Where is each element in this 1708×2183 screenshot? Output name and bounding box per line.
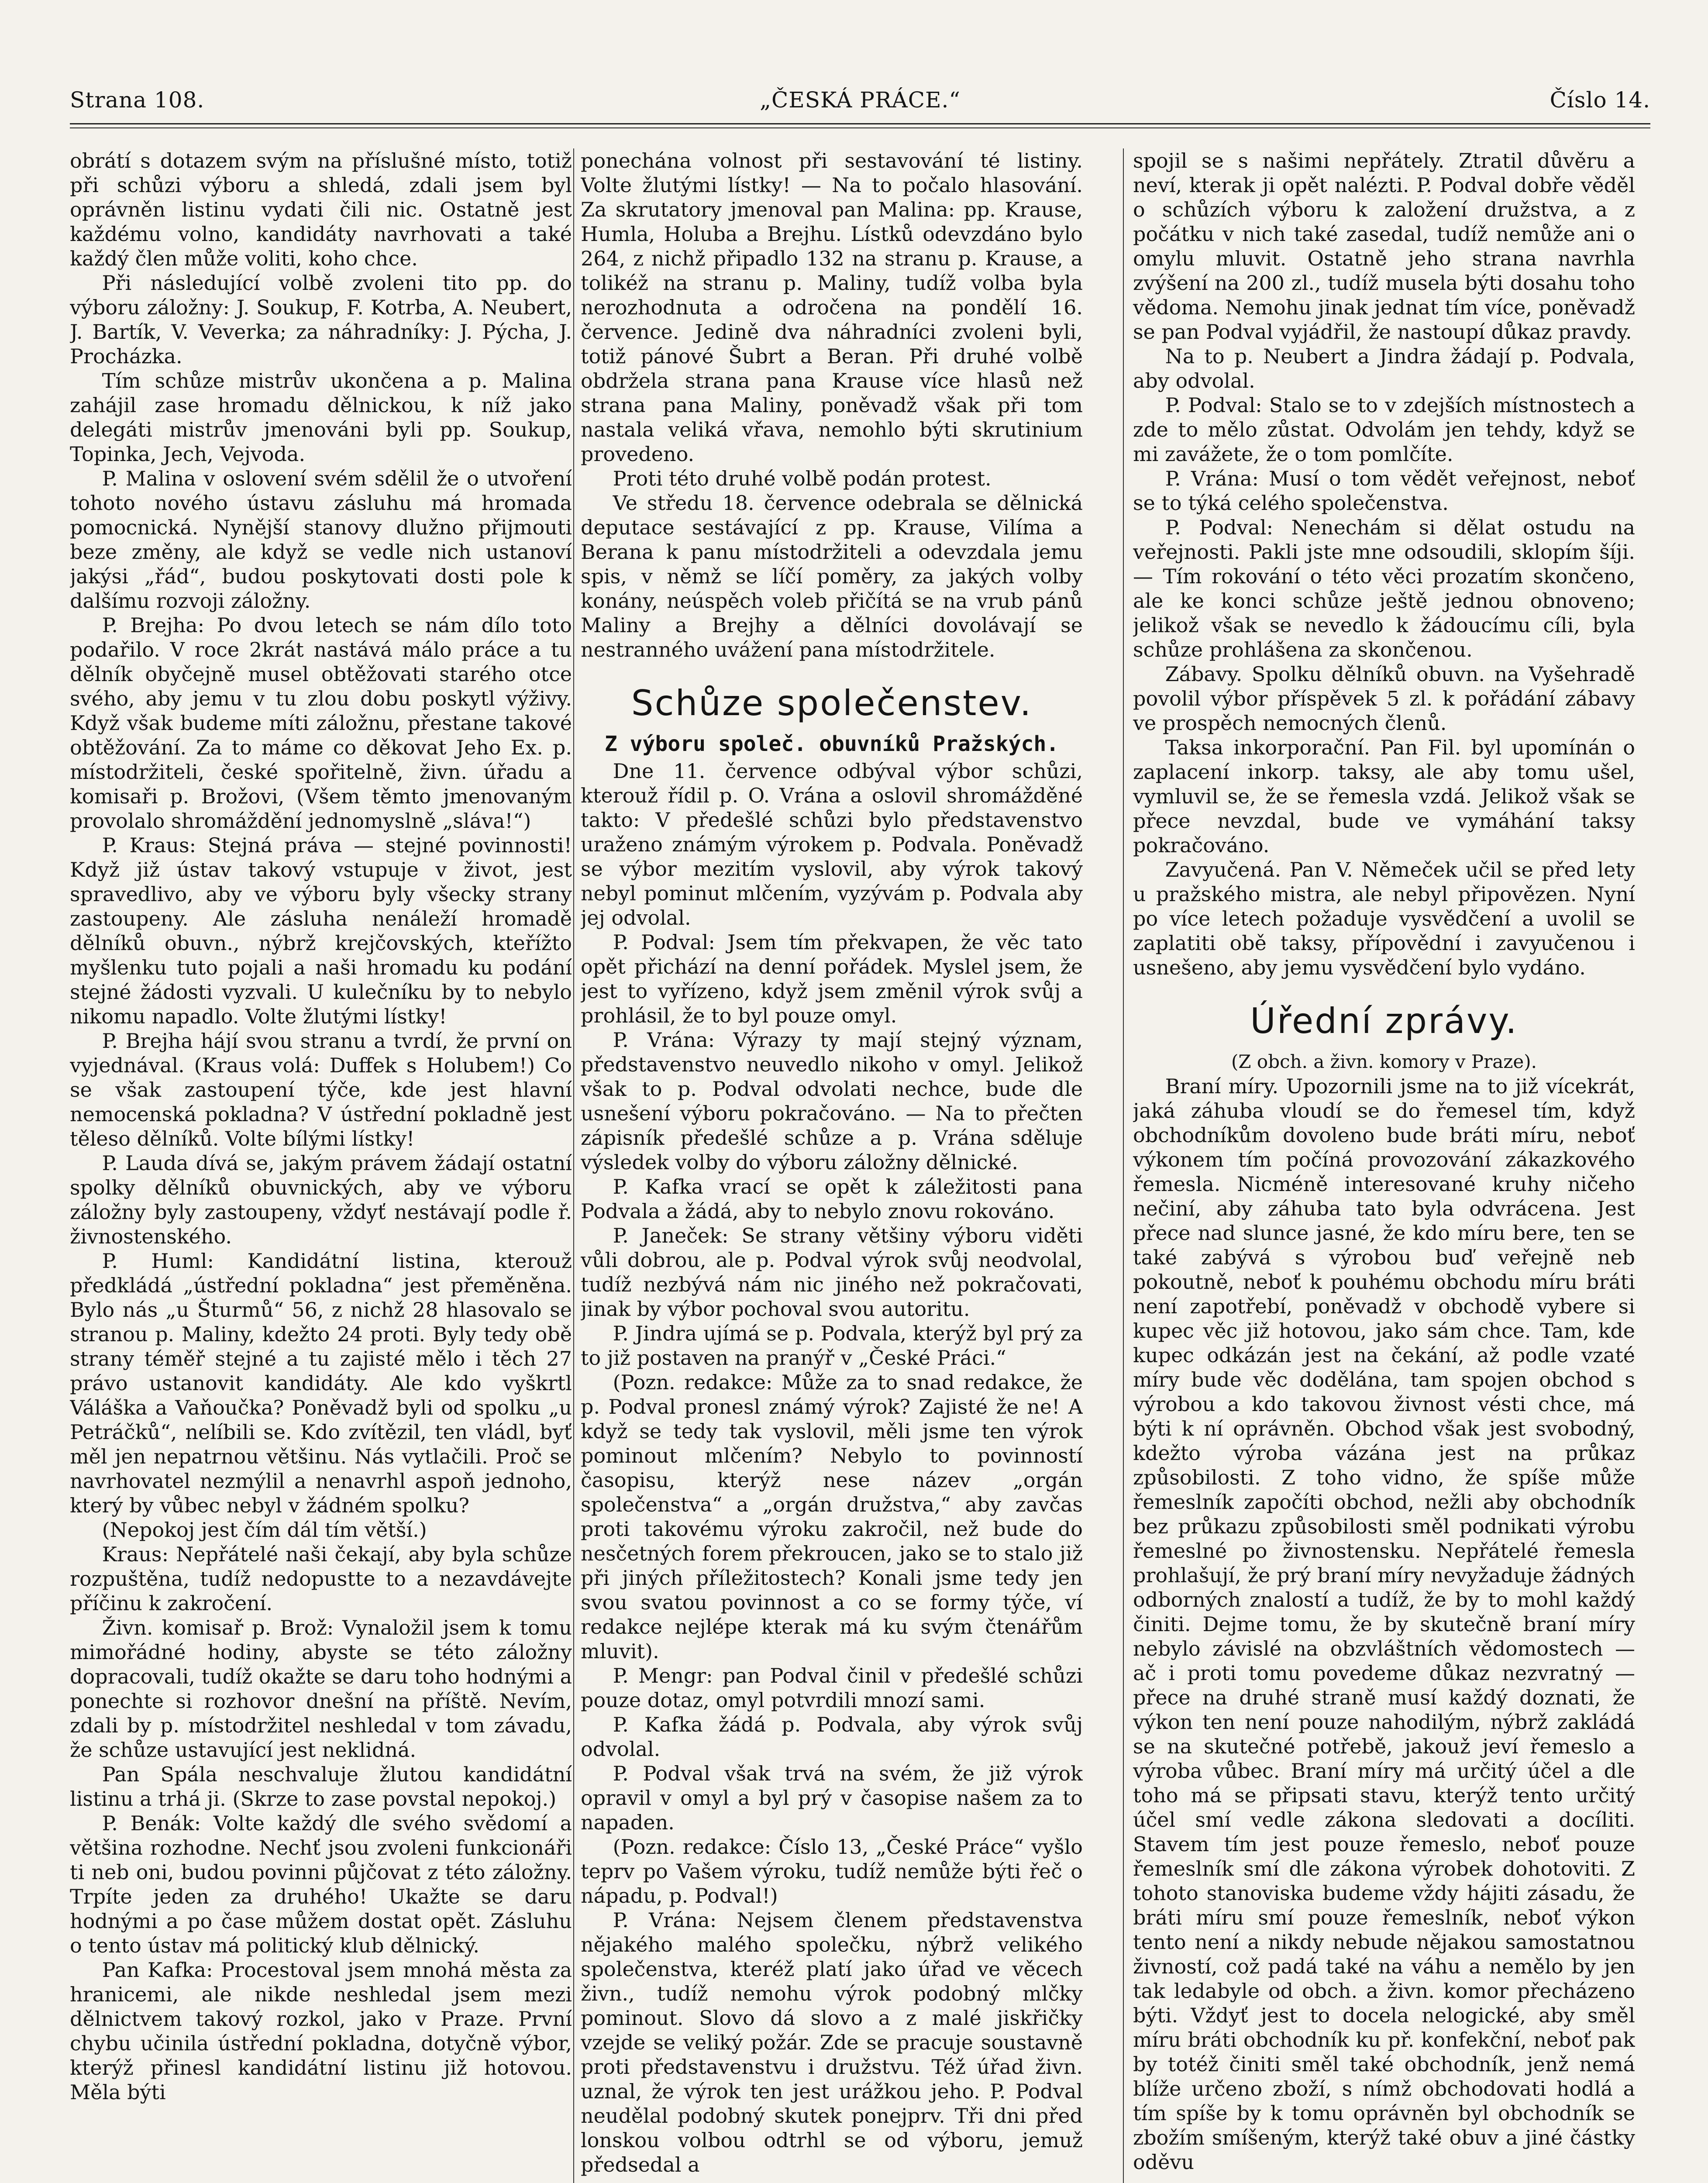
- paragraph: P. Janeček: Se strany většiny výboru viděti vůli dobrou, ale p. Podval výrok svůj neodvolal, tudíž nezbývá nám nic jiného než pokračovati, jinak by výbor pochoval svou autoritu.: [581, 1224, 1083, 1321]
- paragraph: (Pozn. redakce: Číslo 13, „České Práce“ vyšlo teprv po Vašem výroku, tudíž nemůže býti řeč o nápadu, p. Podval!): [581, 1835, 1083, 1908]
- paragraph: P. Podval: Jsem tím překvapen, že věc tato opět přichází na denní pořádek. Myslel jsem, že jest to vyřízeno, když jsem změnil výrok svůj a prohlásil, že to byl pouze omyl.: [581, 930, 1083, 1027]
- paragraph: P. Kafka žádá p. Podvala, aby výrok svůj odvolal.: [581, 1713, 1083, 1761]
- section-title-schuze: Schůze společenstev.: [631, 683, 1033, 723]
- paragraph: Taksa inkorporační. Pan Fil. byl upomínán o zaplacení inkorp. taksy, ale aby tomu ušel, vymluvil se, že se řemesla vzdá. Jelikož však se přece nevzdal, bude ve vymáhání taksy pokračováno.: [1133, 736, 1635, 857]
- paragraph: P. Podval však trvá na svém, že již výrok opravil v omyl a byl prý v časopise našem za to napaden.: [581, 1762, 1083, 1834]
- paragraph: Dne 11. července odbýval výbor schůzi, kterouž řídil p. O. Vrána a oslovil shromážděné takto: V předešlé schůzi bylo představenstvo uraženo známým výrokem p. Podvala. Poněvadž se výbor mezitím vyslovil, aby výrok takový nebyl pominut mlčením, vyzývám p. Podvala aby jej odvolal.: [581, 759, 1083, 930]
- paragraph: P. Vrána: Musí o tom vědět veřejnost, neboť se to týká celého společenstva.: [1133, 467, 1635, 515]
- paragraph: Živn. komisař p. Brož: Vynaložil jsem k tomu mimořádné hodiny, abyste se této záložny dopracovali, tudíž okažte se daru toho hodnými a ponechte si rozhovor dnešní na příště. Nevím, zdali by p. místodržitel neshledal v tom závadu, že schůze ustavující jest neklidná.: [70, 1616, 572, 1762]
- paragraph: P. Kafka vrací se opět k záležitosti pana Podvala a žádá, aby to nebylo znovu rokováno.: [581, 1175, 1083, 1223]
- paragraph: P. Lauda dívá se, jakým právem žádají ostatní spolky dělníků obuvnických, aby ve výboru záložny byly zastoupeny, vždyť nestávají podle ř. živnostenského.: [70, 1151, 572, 1248]
- column-2: [581, 148, 1083, 2183]
- paragraph: Při následující volbě zvoleni tito pp. do výboru záložny: J. Soukup, F. Kotrba, A. Neubert, J. Bartík, V. Veverka; za náhradníky: J. Pýcha, J. Procházka.: [70, 271, 572, 368]
- paragraph: P. Huml: Kandidátní listina, kterouž předkládá „ústřední pokladna“ jest přeměněna. Bylo nás „u Šturmů“ 56, z nichž 28 hlasovalo se stranou p. Maliny, kdežto 24 proti. Byly tedy obě strany téměř stejné a tu zajisté mělo i těch 27 právo ustanovit kandidáty. Ale kdo vyškrtl Váláška a Vaňoučka? Poněvadž byli od spolku „u Petráčků“, nelíbili se. Kdo zvítězil, ten vládl, byť měl jen nepatrnou většinu. Nás vytlačili. Proč se navrhovatel nezmýlil a nenavrhl aspoň jednoho, který by vůbec nebyl v žádném spolku?: [70, 1249, 572, 1517]
- paragraph: Zavyučená. Pan V. Němeček učil se před lety u pražského mistra, ale nebyl připovězen. Nyní po více letech požaduje vysvědčení a uvolil se zaplatiti obě taksy, přípovědní i zavyučenou i usnešeno, aby jemu vysvědčení bylo vydáno.: [1133, 858, 1635, 979]
- paragraph: (Pozn. redakce: Může za to snad redakce, že p. Podval pronesl známý výrok? Zajisté že ne! A když se tedy tak vyslovil, měli jsme ten výrok pominout mlčením? Nebylo to povinností časopisu, kterýž nese název „orgán společenstva“ a „orgán družstva,“ aby zavčas proti takovému výroku zakročil, než bude do nesčetných forem překroucen, jako se to stalo již při jiných příležitostech? Konali jsme tedy jen svou svatou povinnost a co se formy týče, ví redakce nejlépe kterak má ku svým čtenářům mluvit).: [581, 1370, 1083, 1663]
- paragraph: P. Kraus: Stejná práva — stejné povinnosti! Když již ústav takový vstupuje v život, jest spravedlivo, aby ve výboru byly všecky strany zastoupeny. Ale zásluha nenáleží hromadě dělníků obuvn., nýbrž krejčovských, kteřížto myšlenku tuto pojali a naši hromadu ku podání stejné žádosti vyzvali. U kulečníku by to nebylo nikomu napadlo. Volte žlutými lístky!: [70, 833, 572, 1028]
- journal-title: „ČESKÁ PRÁCE.“: [760, 87, 961, 113]
- paragraph: P. Vrána: Nejsem členem představenstva nějakého malého společku, nýbrž velikého společenstva, kteréž platí jako úřad ve věcech živn., tudíž nemohu výrok podobný mlčky pominout. Slovo dá slovo a z malé jiskřičky vzejde se veliký požár. Zde se pracuje soustavně proti představenstvu i družstvu. Též úřad živn. uznal, že výrok ten jest urážkou jeho. P. Podval neudělal podobný skutek ponejprv. Tři dni před lonskou volbou odtrhl se od výboru, jemuž předsedal a: [581, 1908, 1083, 2176]
- paragraph: Pan Spála neschvaluje žlutou kandidátní listinu a trhá ji. (Skrze to zase povstal nepokoj.): [70, 1763, 572, 1811]
- column-1: [70, 148, 572, 2183]
- section-subtitle-komora: (Z obch. a živn. komory v Praze).: [1231, 1051, 1537, 1072]
- paragraph: Tím schůze mistrův ukončena a p. Malina zahájil zase hromadu dělnickou, k níž jako delegáti mistrův jmenováni byli pp. Soukup, Topinka, Jech, Vejvoda.: [70, 369, 572, 466]
- issue-number: Číslo 14.: [1550, 87, 1650, 113]
- paragraph: P. Jindra ujímá se p. Podvala, kterýž byl prý za to již postaven na pranýř v „České Práci.“: [581, 1322, 1083, 1370]
- paragraph: Proti této druhé volbě podán protest.: [613, 467, 992, 490]
- paragraph: Pan Kafka: Procestoval jsem mnohá města za hranicemi, ale nikde neshledal jsem mezi dělnictvem takový rozkol, jako v Praze. První chybu učinila ústřední pokladna, dotyčně výbor, kterýž přinesl kandidátní listinu již hotovou. Měla býti: [70, 1958, 572, 2104]
- page-number: Strana 108.: [70, 87, 205, 113]
- header-rule: [70, 123, 1650, 128]
- paragraph: P. Benák: Volte každý dle svého svědomí a většina rozhodne. Nechť jsou zvoleni funkcionáři ti neb oni, budou povinni půjčovat z této záložny. Trpíte jeden za druhého! Ukažte se daru hodnými a po čase můžem dostat opět. Zásluhu o tento ústav má politický klub dělnický.: [70, 1811, 572, 1957]
- paragraph: P. Podval: Stalo se to v zdejších místnostech a zde to mělo zůstat. Odvolám jen tehdy, když se mi zavážete, že o tom pomlčíte.: [1133, 393, 1635, 466]
- paragraph: (Nepokoj jest čím dál tím větší.): [102, 1518, 427, 1542]
- section-title-uredni: Úřední zprávy.: [1250, 1001, 1518, 1041]
- paragraph: Zábavy. Spolku dělníků obuvn. na Vyšehradě povolil výbor příspěvek 5 zl. k pořádání zábavy ve prospěch nemocných členů.: [1133, 662, 1635, 735]
- paragraph: P. Malina v oslovení svém sdělil že o utvoření tohoto nového ústavu zásluhu má hromada pomocnická. Nynější stanovy dlužno přijmouti beze změny, ale když se vedle nich ustanoví jakýsi „řád“, budou poskytovati dosti pole k dalšímu rozvoji záložny.: [70, 467, 572, 613]
- paragraph: ponechána volnost při sestavování té listiny. Volte žlutými lístky! — Na to počalo hlasování. Za skrutatory jmenoval pan Malina: pp. Krause, Humla, Holuba a Brejhu. Lístků odevzdáno bylo 264, z nichž připadlo 132 na stranu p. Krause, a tolikéž na stranu p. Maliny, tudíž volba byla nerozhodnuta a odročena na pondělí 16. července. Jedině dva náhradníci zvoleni byli, totiž pánové Šubrt a Beran. Při druhé volbě obdržela strana pana Krause více hlasů než strana pana Maliny, poněvadž však při tom nastala veliká vřava, nemohlo býti skrutinium provedeno.: [581, 149, 1083, 466]
- paragraph: P. Brejha hájí svou stranu a tvrdí, že první on vyjednával. (Kraus volá: Duffek s Holubem!) Co se však zastoupení týče, kde jest hlavní nemocenská pokladna? V ústřední pokladně jest těleso dělníků. Volte bílými lístky!: [70, 1029, 572, 1150]
- section-subtitle-vybor: Z výboru společ. obuvníků Pražských.: [604, 732, 1059, 756]
- paragraph: P. Mengr: pan Podval činil v předešlé schůzi pouze dotaz, omyl potvrdili mnozí sami.: [581, 1664, 1083, 1712]
- column-divider: [1123, 148, 1124, 2183]
- paragraph: Braní míry. Upozornili jsme na to již vícekrát, jaká záhuba vloudí se do řemesel tím, když obchodníkům dovoleno bude bráti míru, neboť výkonem tím počíná provozování zákazkového řemesla. Nicméně interesované kruhy ničeho nečiní, aby záhuba tato byla odvrácena. Jest přece nad slunce jasné, že kdo míru bere, ten se také zabývá s výrobou buď veřejně neb pokoutně, neboť k pouhému obchodu míru bráti není zapotřebí, poněvadž v obchodě vybere si kupec věc již hotovou, jako sám chce. Tam, kde kupec odkázán jest na čekání, až podle vzaté míry bude věc dodělána, tam spojen obchod s výrobou a kdo takovou živnost vésti chce, má býti k ní oprávněn. Obchod však jest svobodný, kdežto výroba vázána jest na průkaz způsobilosti. Z toho vidno, že spíše může řemeslník započíti obchod, nežli aby obchodník bez průkazu způsobilosti směl podnikati výrobu řemeslné po živnostensku. Nepřátelé řemesla prohlašují, že prý braní míry nevyžaduje žádných odborných znalostí a tudíž, že by to mohl každý činiti. Dejme tomu, že by skutečně braní míry nebylo závislé na obzvláštních vědomostech — ač i proti tomu povedeme důkaz nezvratný — přece na druhé straně musí každý doznati, že výkon ten není pouze nahodilým, nýbrž zakládá se na skutečné potřebě, jakouž jeví řemeslo a výroba vůbec. Braní míry má určitý účel a dle toho má se připsati stavu, kterýž tento určitý účel smí vedle zákona sledovati a docíliti. Stavem tím jest pouze řemeslo, neboť pouze řemeslník smí dle zákona výrobek dohotoviti. Z tohoto stanoviska budeme vždy hájiti zásadu, že bráti míru smí pouze řemeslník, neboť výkon tento není a nikdy nebude nějakou samostatnou živností, což padá také na váhu a nemělo by jen tak ledabyle od obch. a živn. komor přecházeno býti. Vždyť jest to docela nelogické, aby směl míru bráti obchodník ku př. konfekční, neboť pak by totéž činiti směl také obchodník, jenž nemá blíže určeno zboží, s nímž obchodovati hodlá a tím spíše by k tomu oprávněn byl obchodník se zbožím smíšeným, kterýž také obuv a jiné částky oděvu: [1133, 1074, 1635, 2174]
- paragraph: P. Podval: Nenechám si dělat ostudu na veřejnosti. Pakli jste mne odsoudili, sklopím šíji. — Tím rokování o této věci prozatím skončeno, ale ke konci schůze ještě jednou obnoveno; jelikož však se nevedlo k žádoucímu cíli, byla schůze prohlášena za skončenou.: [1133, 516, 1635, 661]
- paragraph: P. Vrána: Výrazy ty mají stejný význam, představenstvo neuvedlo nikoho v omyl. Jelikož však to p. Podval odvolati nechce, bude dle usnešení výboru pokračováno. — Na to přečten zápisník předešlé schůze a p. Vrána sděluje výsledek volby do výboru záložny dělnické.: [581, 1028, 1083, 1174]
- paragraph: obrátí s dotazem svým na příslušné místo, totiž při schůzi výboru a shledá, zdali jsem byl oprávněn listinu vydati čili nic. Ostatně jest každému volno, kandidáty navrhovati a také každý člen může voliti, koho chce.: [70, 149, 572, 270]
- paragraph: spojil se s našimi nepřátely. Ztratil důvěru a neví, kterak ji opět nalézti. P. Podval dobře věděl o schůzích výboru k založení družstva, a z počátku v nich také zasedal, tudíž nemůže ani o omylu mluvit. Ostatně jeho strana navrhla zvýšení na 200 zl., tudíž musela býti dosahu toho vědoma. Nemohu jinak jednat tím více, poněvadž se pan Podval vyjádřil, že nastoupí důkaz pravdy.: [1133, 149, 1635, 344]
- column-divider: [573, 148, 574, 2183]
- paragraph: P. Brejha: Po dvou letech se nám dílo toto podařilo. V roce 2krát nastává málo práce a tu dělník obyčejně musel obtěžovati starého otce svého, aby jemu v tu zlou dobu poskytl výživy. Když však budeme míti záložnu, přestane takové obtěžování. Za to máme co děkovat Jeho Ex. p. místodržiteli, české spořitelně, živn. úřadu a komisaři p. Brožovi, (Všem těmto jmenovaným provolalo shromáždění jednomyslně „sláva!“): [70, 613, 572, 833]
- page-header: [70, 87, 1650, 122]
- paragraph: Na to p. Neubert a Jindra žádají p. Podvala, aby odvolal.: [1133, 344, 1635, 393]
- paragraph: Ve středu 18. července odebrala se dělnická deputace sestávající z pp. Krause, Vilíma a Berana k panu místodržiteli a odevzdala jemu spis, v němž se líčí poměry, za jakých volby konány, neúspěch voleb přičítá se na vrub pánů Maliny a Brejhy a dělníci dovolávají se nestranného uvážení pana místodržitele.: [581, 491, 1083, 661]
- column-3: [1133, 148, 1635, 2183]
- paragraph: Kraus: Nepřátelé naši čekají, aby byla schůze rozpuštěna, tudíž nedopustte to a nezavdávejte příčinu k zakročení.: [70, 1543, 572, 1615]
